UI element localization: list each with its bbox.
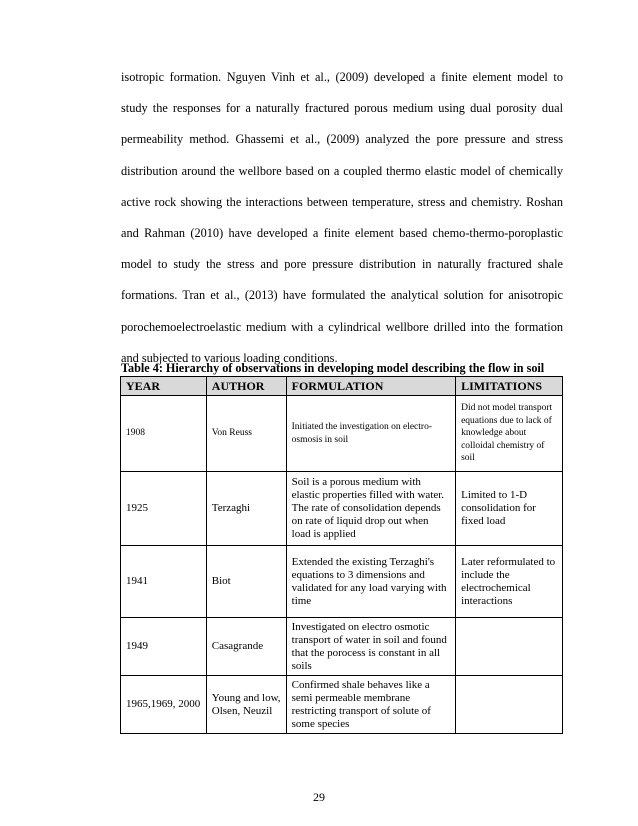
table-row (121, 618, 563, 676)
cell-limitations: Did not model transport equations due to lack of knowledge about colloidal chemistry of soil (456, 396, 563, 472)
cell-formulation: Soil is a porous medium with elastic properties filled with water. The rate of consolidation depends on rate of liquid drop out when load is applied (286, 472, 455, 546)
cell-year: 1965,1969, 2000 (121, 676, 207, 734)
header-author: AUTHOR (206, 377, 286, 396)
header-year: YEAR (121, 377, 207, 396)
page-number: 29 (313, 790, 325, 804)
cell-limitations: Limited to 1-D consolidation for fixed load (456, 472, 563, 546)
paragraph-line: isotropic formation. Nguyen Vinh et al., (2009) developed a finite element model to (121, 70, 563, 84)
cell-formulation: Extended the existing Terzaghi's equations to 3 dimensions and validated for any load varying with time (286, 546, 455, 618)
cell-limitations (456, 676, 563, 734)
cell-author: Casagrande (206, 618, 286, 676)
cell-limitations: Later reformulated to include the electrochemical interactions (456, 546, 563, 618)
cell-author: Biot (206, 546, 286, 618)
table-caption: Table 4: Hierarchy of observations in developing model describing the flow in soil (121, 361, 545, 375)
cell-year: 1941 (121, 546, 207, 618)
table-row (121, 472, 563, 546)
paragraph-line: distribution around the wellbore based on a coupled thermo elastic model of chemically (121, 163, 563, 178)
paragraph-line: and subjected to various loading conditions. (121, 350, 338, 365)
cell-year: 1925 (121, 472, 207, 546)
cell-formulation: Investigated on electro osmotic transport of water in soil and found that the porocess is constant in all soils (286, 618, 455, 676)
table-row (121, 546, 563, 618)
cell-author: Von Reuss (206, 396, 286, 472)
paragraph-line: and Rahman (2010) have developed a finite element based chemo-thermo-poroplastic (121, 226, 563, 241)
cell-formulation: Confirmed shale behaves like a semi permeable membrane restricting transport of solute of some species (286, 676, 455, 734)
body-paragraph (121, 62, 563, 374)
cell-year: 1949 (121, 618, 207, 676)
paragraph-line: model to study the stress and pore pressure distribution in naturally fractured shale (121, 257, 563, 272)
paragraph-line: active rock showing the interactions between temperature, stress and chemistry. Roshan (121, 194, 563, 209)
paragraph-line: porochemoelectroelastic medium with a cylindrical wellbore drilled into the formation (121, 319, 563, 334)
paragraph-line: permeability method. Ghassemi et al., (2009) analyzed the pore pressure and stress (121, 132, 563, 147)
table-header-row (121, 377, 563, 396)
cell-formulation: Initiated the investigation on electro-osmosis in soil (286, 396, 455, 472)
cell-author: Young and low, Olsen, Neuzil (206, 676, 286, 734)
table-row (121, 676, 563, 734)
paragraph-line: study the responses for a naturally fractured porous medium using dual porosity dual (121, 101, 563, 116)
table-row (121, 396, 563, 472)
cell-author: Terzaghi (206, 472, 286, 546)
header-formulation: FORMULATION (286, 377, 455, 396)
cell-year: 1908 (121, 396, 207, 472)
cell-limitations (456, 618, 563, 676)
paragraph-line: formations. Tran et al., (2013) have formulated the analytical solution for anisotropic (121, 288, 563, 303)
observations-table (120, 376, 563, 734)
header-limitations: LIMITATIONS (456, 377, 563, 396)
